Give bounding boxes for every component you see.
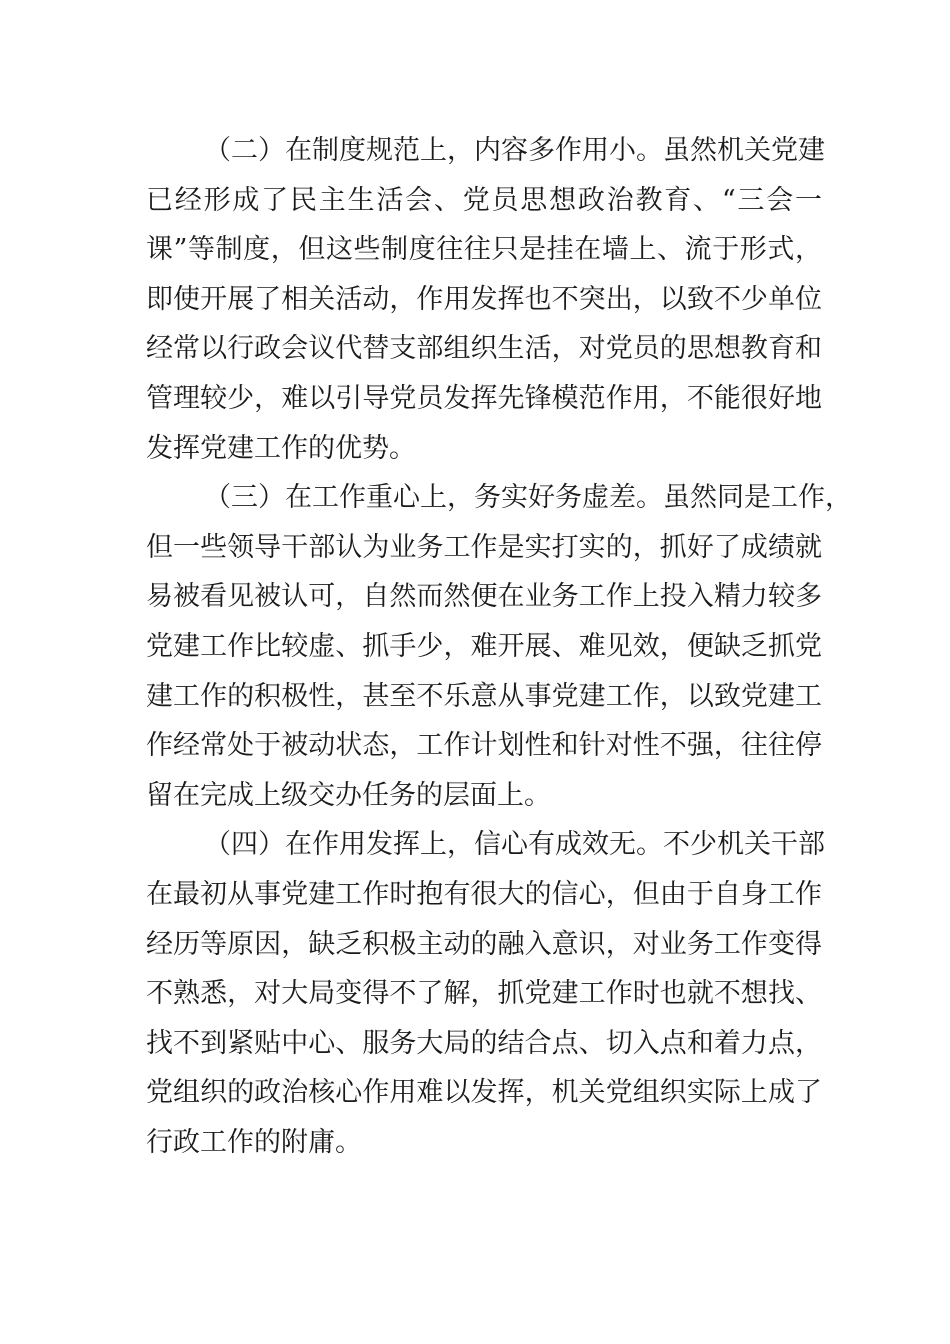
document-body — [146, 126, 852, 1167]
paragraph-line: 发挥党建工作的优势。 — [146, 432, 416, 464]
paragraph-line: （四）在作用发挥上，信心有成效无。不少机关干部 — [204, 829, 825, 861]
paragraph-line: 经常以行政会议代替支部组织生活，对党员的思想教育和 — [146, 333, 822, 365]
paragraph-line: 已经形成了民主生活会、党员思想政治教育、“三会一 — [146, 184, 822, 216]
paragraph-line: 即使开展了相关活动，作用发挥也不突出，以致不少单位 — [146, 283, 822, 315]
paragraph-line: 但一些领导干部认为业务工作是实打实的，抓好了成绩就 — [146, 531, 822, 563]
paragraph-line: 作经常处于被动状态，工作计划性和针对性不强，往往停 — [146, 730, 822, 762]
paragraph-line: 建工作的积极性，甚至不乐意从事党建工作，以致党建工 — [146, 680, 822, 712]
paragraph-system-norms — [146, 126, 825, 473]
paragraph-work-focus — [146, 473, 852, 820]
paragraph-line: 党建工作比较虚、抓手少，难开展、难见效，便缺乏抓党 — [146, 630, 822, 662]
paragraph-line: 易被看见被认可，自然而然便在业务工作上投入精力较多 — [146, 581, 822, 613]
paragraph-line: 不熟悉，对大局变得不了解，抓党建工作时也就不想找、 — [146, 978, 822, 1010]
paragraph-line: 在最初从事党建工作时抱有很大的信心，但由于自身工作 — [146, 878, 822, 910]
paragraph-line: 留在完成上级交办任务的层面上。 — [146, 779, 551, 811]
paragraph-line: 找不到紧贴中心、服务大局的结合点、切入点和着力点， — [146, 1027, 822, 1059]
paragraph-line: 课”等制度，但这些制度往往只是挂在墙上、流于形式， — [146, 234, 822, 266]
paragraph-role-play — [146, 820, 825, 1167]
paragraph-line: 经历等原因，缺乏积极主动的融入意识，对业务工作变得 — [146, 928, 822, 960]
paragraph-line: （三）在工作重心上，务实好务虚差。虽然同是工作， — [204, 482, 852, 514]
paragraph-line: 党组织的政治核心作用难以发挥，机关党组织实际上成了 — [146, 1077, 822, 1109]
paragraph-line: （二）在制度规范上，内容多作用小。虽然机关党建 — [204, 135, 825, 166]
paragraph-line: 行政工作的附庸。 — [146, 1126, 362, 1158]
paragraph-line: 管理较少，难以引导党员发挥先锋模范作用，不能很好地 — [146, 382, 822, 414]
